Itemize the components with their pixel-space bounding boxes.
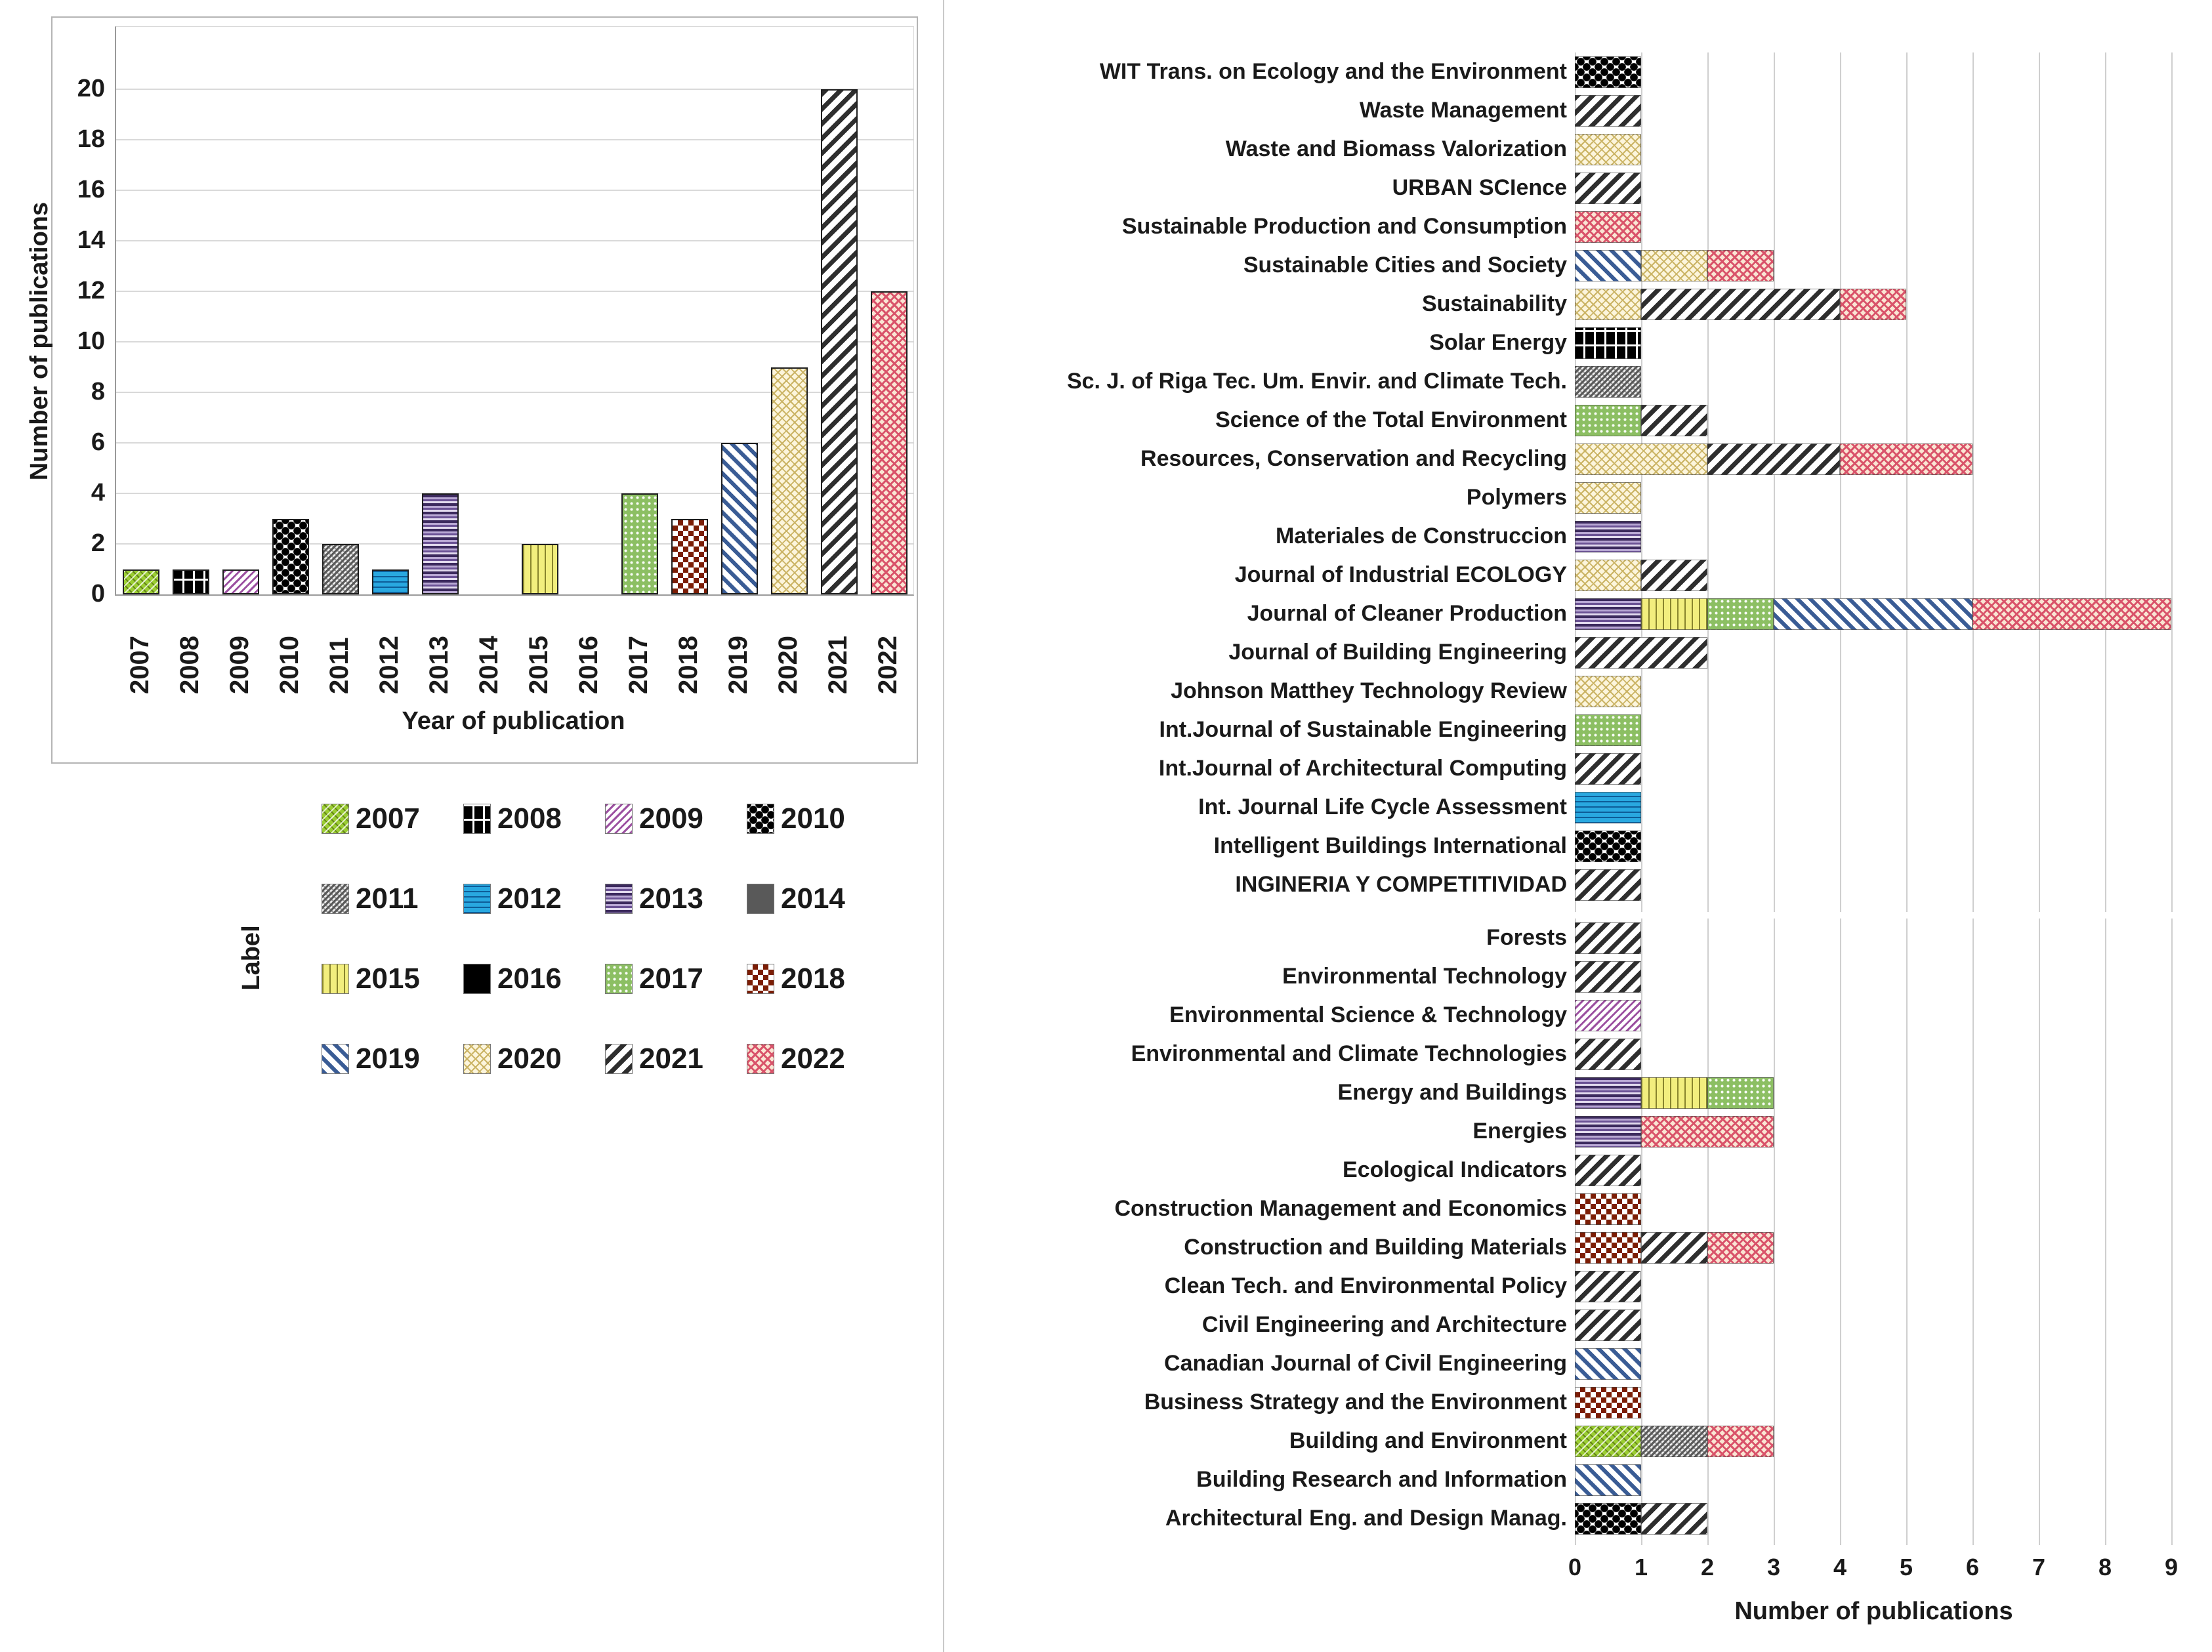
bar-segment-2019 <box>1774 598 1972 630</box>
journal-label: Sustainability <box>1421 291 1567 316</box>
journal-label: Sustainable Cities and Society <box>1243 253 1567 278</box>
journal-label: Construction and Building Materials <box>1184 1235 1567 1260</box>
legend-swatch-2007 <box>322 804 349 834</box>
journal-label: Intelligent Buildings International <box>1213 833 1567 858</box>
year-bar-2009 <box>222 569 259 595</box>
right-gridline <box>2171 919 2173 1545</box>
journal-bar-row <box>1575 1232 1774 1264</box>
left-x-tick-label: 2022 <box>873 636 902 694</box>
right-x-tick-label: 5 <box>1899 1554 1913 1580</box>
legend-title: Label <box>238 925 265 991</box>
legend-item-2022 <box>747 1044 888 1074</box>
journal-chart-section-1 <box>1575 52 2173 912</box>
legend-item-2017 <box>605 964 747 994</box>
left-x-tick-label: 2017 <box>624 636 653 694</box>
right-gridline <box>1972 52 1974 912</box>
journal-bar-row <box>1575 1503 1707 1535</box>
left-x-tick-label: 2009 <box>225 636 254 694</box>
year-bar-2008 <box>173 569 209 595</box>
bar-segment-2022 <box>1575 211 1641 243</box>
legend-item-2008 <box>463 804 605 834</box>
legend-label-2015: 2015 <box>356 962 420 995</box>
right-gridline <box>1906 919 1908 1545</box>
bar-segment-2021 <box>1575 637 1707 669</box>
journal-bar-row <box>1575 405 1707 436</box>
left-y-tick-label: 14 <box>77 226 105 254</box>
journal-bar-row <box>1575 327 1641 359</box>
legend-swatch-2012 <box>463 884 491 914</box>
journal-bar-row <box>1575 134 1641 165</box>
bar-segment-2022 <box>1707 1232 1774 1264</box>
year-bar-2007 <box>123 569 159 595</box>
left-y-tick-label: 20 <box>77 75 105 102</box>
legend-swatch-2019 <box>322 1044 349 1074</box>
legend-item-2009 <box>605 804 747 834</box>
left-x-tick-label: 2007 <box>125 636 154 694</box>
bar-segment-2021 <box>1575 961 1641 993</box>
right-x-tick-label: 2 <box>1700 1554 1715 1580</box>
right-gridline <box>1906 52 1908 912</box>
legend-item-2018 <box>747 964 888 994</box>
bar-segment-2022 <box>1707 250 1774 281</box>
left-x-tick-label: 2013 <box>425 636 453 694</box>
journal-label: Waste and Biomass Valorization <box>1225 136 1567 161</box>
right-gridline <box>2039 52 2040 912</box>
bar-segment-2015 <box>1641 598 1707 630</box>
bar-segment-2015 <box>1641 1077 1707 1109</box>
journal-label: Forests <box>1486 925 1567 950</box>
bar-segment-2022 <box>1972 598 2171 630</box>
journal-bar-row <box>1575 1426 1774 1457</box>
legend-item-2016 <box>463 964 605 994</box>
legend-swatch-2016 <box>463 964 491 994</box>
journal-label: Journal of Building Engineering <box>1228 640 1567 665</box>
bar-segment-2020 <box>1575 134 1641 165</box>
bar-segment-2008 <box>1575 327 1641 359</box>
bar-segment-2020 <box>1641 250 1707 281</box>
journal-bar-row <box>1575 1155 1641 1186</box>
bar-segment-2021 <box>1641 405 1707 436</box>
bar-segment-2011 <box>1575 366 1641 398</box>
right-x-tick-label: 6 <box>1965 1554 1980 1580</box>
left-y-tick-label: 4 <box>91 479 105 506</box>
journal-label: Building Research and Information <box>1196 1467 1567 1492</box>
journal-label: WIT Trans. on Ecology and the Environment <box>1099 59 1567 84</box>
bar-segment-2021 <box>1575 922 1641 954</box>
journal-bar-row <box>1575 1271 1641 1302</box>
journal-bar-row <box>1575 869 1641 901</box>
right-gridline <box>2105 52 2106 912</box>
journal-bar-row <box>1575 831 1641 862</box>
bar-segment-2018 <box>1575 1387 1641 1418</box>
legend-label-2007: 2007 <box>356 802 420 835</box>
left-x-tick-label: 2019 <box>724 636 753 694</box>
journal-bar-row <box>1575 1000 1641 1031</box>
bar-segment-2013 <box>1575 521 1641 552</box>
year-bar-2015 <box>522 544 558 594</box>
right-gridline <box>1840 919 1841 1545</box>
journal-label: Business Strategy and the Environment <box>1144 1390 1567 1415</box>
legend-label-2016: 2016 <box>497 962 562 995</box>
year-bar-2012 <box>372 569 409 595</box>
legend-label-2020: 2020 <box>497 1043 562 1075</box>
panel-divider <box>943 0 944 1652</box>
legend-item-2015 <box>322 964 463 994</box>
bar-segment-2021 <box>1575 753 1641 785</box>
legend-item-2014 <box>747 884 888 914</box>
left-gridline <box>116 89 913 90</box>
journal-bar-row <box>1575 1077 1774 1109</box>
bar-segment-2022 <box>1641 1116 1774 1147</box>
legend-label-2022: 2022 <box>781 1043 845 1075</box>
legend-label-2012: 2012 <box>497 882 562 915</box>
journal-label: Building and Environment <box>1289 1428 1567 1453</box>
left-y-tick-label: 12 <box>77 277 105 304</box>
bar-segment-2018 <box>1575 1232 1641 1264</box>
bar-segment-2022 <box>1840 289 1906 320</box>
legend-item-2010 <box>747 804 888 834</box>
journal-bar-row <box>1575 1464 1641 1496</box>
bar-segment-2020 <box>1575 482 1641 514</box>
right-gridline <box>2171 52 2173 912</box>
journal-label: Environmental and Climate Technologies <box>1131 1041 1567 1066</box>
left-gridline <box>116 341 913 342</box>
bar-segment-2017 <box>1707 1077 1774 1109</box>
journal-label: Journal of Industrial ECOLOGY <box>1234 562 1567 587</box>
left-x-axis-title: Year of publication <box>402 707 625 735</box>
bar-segment-2021 <box>1575 173 1641 204</box>
left-gridline <box>116 291 913 292</box>
journal-bar-row <box>1575 289 1906 320</box>
journal-bar-row <box>1575 637 1707 669</box>
right-x-tick-label: 8 <box>2098 1554 2112 1580</box>
right-gridline <box>2039 919 2040 1545</box>
legend-swatch-2013 <box>605 884 633 914</box>
left-y-tick-label: 10 <box>77 327 105 355</box>
journal-bar-row <box>1575 1387 1641 1418</box>
journal-label: URBAN SCIence <box>1392 175 1567 200</box>
year-legend <box>322 804 888 1074</box>
left-y-tick-label: 16 <box>77 176 105 203</box>
year-bar-2017 <box>621 493 658 594</box>
bar-segment-2021 <box>1575 95 1641 127</box>
left-x-tick-label: 2015 <box>524 636 553 694</box>
left-y-tick-label: 8 <box>91 378 105 405</box>
bar-segment-2019 <box>1575 250 1641 281</box>
year-bar-2010 <box>272 519 309 595</box>
journal-bar-row <box>1575 211 1641 243</box>
bar-segment-2021 <box>1575 869 1641 901</box>
legend-label-2018: 2018 <box>781 962 845 995</box>
bar-segment-2020 <box>1575 444 1707 475</box>
bar-segment-2010 <box>1575 56 1641 88</box>
left-gridline <box>116 139 913 140</box>
bar-segment-2010 <box>1575 831 1641 862</box>
journal-label: Environmental Science & Technology <box>1169 1002 1567 1027</box>
right-x-tick-label: 4 <box>1833 1554 1847 1580</box>
journal-bar-row <box>1575 1039 1641 1070</box>
journal-label: Ecological Indicators <box>1343 1157 1567 1182</box>
journal-label: Johnson Matthey Technology Review <box>1171 678 1567 703</box>
legend-label-2008: 2008 <box>497 802 562 835</box>
bar-segment-2021 <box>1575 1039 1641 1070</box>
bar-segment-2010 <box>1575 1503 1641 1535</box>
bar-segment-2022 <box>1840 444 1972 475</box>
legend-swatch-2009 <box>605 804 633 834</box>
bar-segment-2007 <box>1575 1426 1641 1457</box>
journal-bar-row <box>1575 1193 1641 1225</box>
bar-segment-2009 <box>1575 1000 1641 1031</box>
bar-segment-2020 <box>1575 560 1641 591</box>
left-y-tick-label: 6 <box>91 428 105 456</box>
legend-item-2021 <box>605 1044 747 1074</box>
left-x-tick-label: 2008 <box>175 636 204 694</box>
bar-segment-2021 <box>1641 560 1707 591</box>
left-chart-plot <box>115 26 914 596</box>
left-x-tick-label: 2016 <box>574 636 603 694</box>
legend-label-2013: 2013 <box>639 882 703 915</box>
legend-swatch-2020 <box>463 1044 491 1074</box>
right-x-tick-label: 9 <box>2164 1554 2179 1580</box>
bar-segment-2021 <box>1641 289 1840 320</box>
left-x-tick-label: 2011 <box>325 637 354 694</box>
bar-segment-2017 <box>1575 714 1641 746</box>
journal-bar-row <box>1575 482 1641 514</box>
journal-bar-row <box>1575 753 1641 785</box>
year-bar-2019 <box>721 443 758 594</box>
bar-segment-2021 <box>1641 1232 1707 1264</box>
year-bar-2022 <box>871 291 908 594</box>
journal-label: Energy and Buildings <box>1337 1080 1567 1105</box>
left-y-axis-title: Number of publications <box>26 201 53 481</box>
journal-label: Polymers <box>1466 485 1567 510</box>
bar-segment-2013 <box>1575 598 1641 630</box>
legend-label-2014: 2014 <box>781 882 845 915</box>
right-x-axis-title: Number of publications <box>1734 1598 2013 1625</box>
left-y-tick-label: 18 <box>77 125 105 153</box>
left-x-tick-label: 2021 <box>824 636 852 694</box>
journal-label: Construction Management and Economics <box>1114 1196 1567 1221</box>
right-x-tick-label: 3 <box>1766 1554 1781 1580</box>
legend-label-2017: 2017 <box>639 962 703 995</box>
year-bar-2020 <box>771 367 808 595</box>
journal-label: Int.Journal of Sustainable Engineering <box>1159 717 1567 742</box>
right-gridline <box>1972 919 1974 1545</box>
right-gridline <box>1774 52 1775 912</box>
right-x-tick-label: 7 <box>2032 1554 2046 1580</box>
year-bar-2018 <box>671 519 708 595</box>
bar-segment-2021 <box>1575 1271 1641 1302</box>
legend-swatch-2015 <box>322 964 349 994</box>
journal-label: Int. Journal Life Cycle Assessment <box>1198 795 1567 819</box>
journal-bar-row <box>1575 961 1641 993</box>
journal-bar-row <box>1575 366 1641 398</box>
journal-label: INGINERIA Y COMPETITIVIDAD <box>1235 872 1567 897</box>
legend-swatch-2010 <box>747 804 774 834</box>
left-x-tick-label: 2012 <box>375 636 404 694</box>
bar-segment-2021 <box>1575 1310 1641 1341</box>
journal-bar-row <box>1575 922 1641 954</box>
legend-item-2019 <box>322 1044 463 1074</box>
legend-label-2009: 2009 <box>639 802 703 835</box>
journal-label: Sc. J. of Riga Tec. Um. Envir. and Climate Tech. <box>1066 369 1567 394</box>
legend-item-2012 <box>463 884 605 914</box>
bar-segment-2021 <box>1575 1155 1641 1186</box>
legend-label-2021: 2021 <box>639 1043 703 1075</box>
right-x-tick-label: 1 <box>1634 1554 1648 1580</box>
bar-segment-2019 <box>1575 1348 1641 1380</box>
bar-segment-2011 <box>1641 1426 1707 1457</box>
right-gridline <box>1641 52 1642 912</box>
legend-item-2007 <box>322 804 463 834</box>
journal-bar-row <box>1575 714 1641 746</box>
journal-label: Materiales de Construccion <box>1275 524 1567 548</box>
legend-label-2011: 2011 <box>356 882 419 915</box>
journal-label: Clean Tech. and Environmental Policy <box>1164 1273 1567 1298</box>
bar-segment-2018 <box>1575 1193 1641 1225</box>
journal-label: Environmental Technology <box>1282 964 1567 989</box>
journal-bar-row <box>1575 250 1774 281</box>
journal-label: Solar Energy <box>1429 330 1567 355</box>
journal-label: Journal of Cleaner Production <box>1247 601 1567 626</box>
bar-segment-2013 <box>1575 1077 1641 1109</box>
legend-item-2011 <box>322 884 463 914</box>
legend-swatch-2018 <box>747 964 774 994</box>
legend-swatch-2017 <box>605 964 633 994</box>
journal-bar-row <box>1575 676 1641 707</box>
legend-item-2013 <box>605 884 747 914</box>
legend-swatch-2022 <box>747 1044 774 1074</box>
journal-bar-row <box>1575 444 1972 475</box>
journal-label: Civil Engineering and Architecture <box>1201 1312 1567 1337</box>
legend-label-2010: 2010 <box>781 802 845 835</box>
journal-label: Sustainable Production and Consumption <box>1121 214 1567 239</box>
journal-bar-row <box>1575 173 1641 204</box>
left-x-tick-label: 2020 <box>774 636 803 694</box>
left-gridline <box>116 240 913 241</box>
journal-bar-row <box>1575 521 1641 552</box>
left-y-tick-label: 2 <box>91 529 105 557</box>
bar-segment-2021 <box>1707 444 1840 475</box>
journal-label: Canadian Journal of Civil Engineering <box>1164 1351 1567 1376</box>
bar-segment-2021 <box>1641 1503 1707 1535</box>
bar-segment-2017 <box>1575 405 1641 436</box>
left-x-tick-label: 2010 <box>275 636 304 694</box>
left-y-tick-label: 0 <box>91 580 105 608</box>
left-x-tick-label: 2018 <box>674 636 703 694</box>
journal-label: Science of the Total Environment <box>1215 407 1567 432</box>
bar-segment-2019 <box>1575 1464 1641 1496</box>
bar-segment-2020 <box>1575 676 1641 707</box>
year-bar-2013 <box>422 493 459 594</box>
right-x-tick-label: 0 <box>1568 1554 1582 1580</box>
journal-bar-row <box>1575 95 1641 127</box>
journal-bar-row <box>1575 1116 1774 1147</box>
right-gridline <box>1774 919 1775 1545</box>
journal-label: Waste Management <box>1359 98 1567 123</box>
year-bar-2011 <box>322 544 359 594</box>
bar-segment-2022 <box>1707 1426 1774 1457</box>
journal-label: Architectural Eng. and Design Manag. <box>1165 1506 1567 1531</box>
bar-segment-2020 <box>1575 289 1641 320</box>
bar-segment-2012 <box>1575 792 1641 823</box>
legend-swatch-2008 <box>463 804 491 834</box>
right-gridline <box>1707 52 1709 912</box>
journal-bar-row <box>1575 1348 1641 1380</box>
legend-label-2019: 2019 <box>356 1043 420 1075</box>
journal-bar-row <box>1575 560 1707 591</box>
right-gridline <box>2105 919 2106 1545</box>
journal-label: Resources, Conservation and Recycling <box>1140 446 1567 471</box>
left-x-tick-label: 2014 <box>474 636 503 694</box>
year-bar-2021 <box>821 89 858 594</box>
journal-bar-row <box>1575 598 2171 630</box>
legend-item-2020 <box>463 1044 605 1074</box>
left-gridline <box>116 190 913 191</box>
legend-swatch-2011 <box>322 884 349 914</box>
bar-segment-2017 <box>1707 598 1774 630</box>
legend-swatch-2014 <box>747 884 774 914</box>
journal-label: Energies <box>1472 1119 1567 1144</box>
bar-segment-2013 <box>1575 1116 1641 1147</box>
journal-label: Int.Journal of Architectural Computing <box>1158 756 1567 781</box>
legend-swatch-2021 <box>605 1044 633 1074</box>
journal-bar-row <box>1575 792 1641 823</box>
journal-bar-row <box>1575 56 1641 88</box>
journal-bar-row <box>1575 1310 1641 1341</box>
right-gridline <box>1840 52 1841 912</box>
